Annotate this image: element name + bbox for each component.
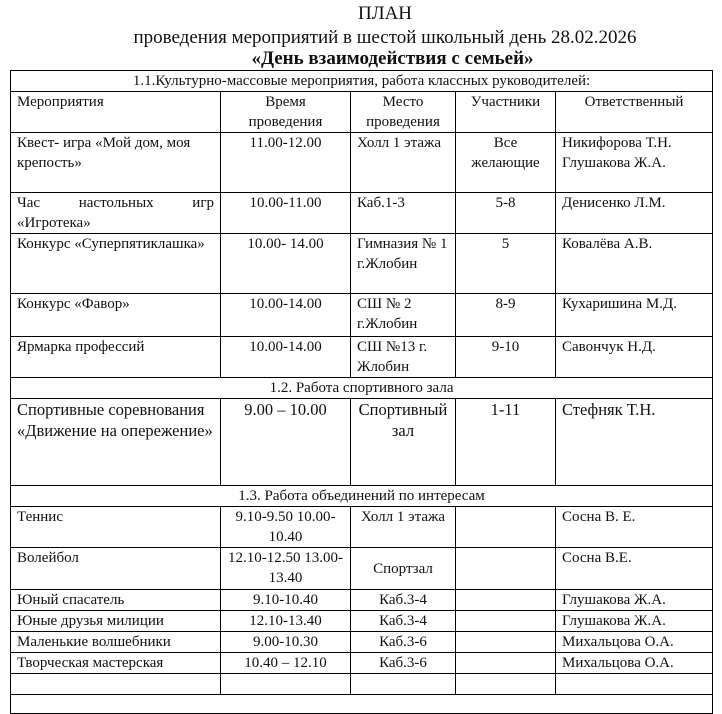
responsible-cell: Сосна В.Е.: [556, 548, 713, 590]
table-row: [11, 337, 713, 378]
responsible-cell: Кухаришина М.Д.: [556, 294, 713, 337]
time-cell: 10.00- 14.00: [221, 234, 351, 294]
table-row: [11, 548, 713, 590]
responsible-cell: Глушакова Ж.А.: [556, 611, 713, 632]
place-cell: Спортивный зал: [351, 399, 456, 486]
table-row: [11, 133, 713, 193]
event-cell: Теннис: [11, 507, 221, 548]
participants-cell: [456, 590, 556, 611]
participants-cell: [456, 653, 556, 674]
event-cell: Спортивные соревнования «Движение на опережение»: [11, 399, 221, 486]
participants-cell: 5: [456, 234, 556, 294]
place-cell: Каб.3-6: [351, 632, 456, 653]
place-cell: Холл 1 этажа: [351, 133, 456, 193]
participants-cell: [456, 632, 556, 653]
section-heading-row: [11, 71, 713, 92]
doc-subtitle: проведения мероприятий в шестой школьный день 28.02.2026: [133, 27, 637, 48]
section-heading: 1.1.Культурно-массовые мероприятия, работа классных руководителей:: [11, 71, 713, 92]
section-heading: 1.3. Работа объединений по интересам: [11, 486, 713, 507]
event-cell: Конкурс «Фавор»: [11, 294, 221, 337]
participants-cell: [456, 548, 556, 590]
event-cell: Юные друзья милиции: [11, 611, 221, 632]
participants-cell: [456, 611, 556, 632]
section-heading-row: [11, 378, 713, 399]
event-cell: Волейбол: [11, 548, 221, 590]
responsible-cell: Никифорова Т.Н. Глушакова Ж.А.: [556, 133, 713, 193]
column-header-row: [11, 92, 713, 133]
table-row: [11, 234, 713, 294]
responsible-cell: Михальцова О.А.: [556, 653, 713, 674]
time-cell: 11.00-12.00: [221, 133, 351, 193]
participants-cell: [456, 507, 556, 548]
column-header: Место проведения: [351, 92, 456, 133]
column-header: Ответственный: [556, 92, 713, 133]
time-cell: 10.00-11.00: [221, 193, 351, 234]
time-cell: 10.40 – 12.10: [221, 653, 351, 674]
responsible-cell: Савончук Н.Д.: [556, 337, 713, 378]
place-cell: СШ №13 г. Жлобин: [351, 337, 456, 378]
plan-table: [10, 70, 713, 714]
column-header: Время проведения: [221, 92, 351, 133]
participants-cell: 5-8: [456, 193, 556, 234]
table-row: [11, 590, 713, 611]
time-cell: 12.10-12.50 13.00-13.40: [221, 548, 351, 590]
doc-theme: «День взаимодействия с семьей»: [251, 48, 534, 69]
table-row: [11, 507, 713, 548]
responsible-cell: Стефняк Т.Н.: [556, 399, 713, 486]
participants-cell: 8-9: [456, 294, 556, 337]
participants-cell: 1-11: [456, 399, 556, 486]
event-cell: Юный спасатель: [11, 590, 221, 611]
responsible-cell: Ковалёва А.В.: [556, 234, 713, 294]
place-cell: Холл 1 этажа: [351, 507, 456, 548]
place-cell: Каб.1-3: [351, 193, 456, 234]
event-cell: Творческая мастерская: [11, 653, 221, 674]
event-cell: Час настольных игр «Игротека»: [11, 193, 221, 234]
responsible-cell: Денисенко Л.М.: [556, 193, 713, 234]
place-cell: Каб.3-4: [351, 611, 456, 632]
responsible-cell: Глушакова Ж.А.: [556, 590, 713, 611]
time-cell: 9.10-9.50 10.00-10.40: [221, 507, 351, 548]
table-row: [11, 294, 713, 337]
table-row: [11, 193, 713, 234]
event-cell: Маленькие волшебники: [11, 632, 221, 653]
event-cell: Квест- игра «Мой дом, моя крепость»: [11, 133, 221, 193]
empty-row: [11, 674, 713, 695]
table-row: [11, 653, 713, 674]
section-heading-row: [11, 486, 713, 507]
time-cell: 10.00-14.00: [221, 337, 351, 378]
event-cell: Ярмарка профессий: [11, 337, 221, 378]
column-header: Участники: [456, 92, 556, 133]
place-cell: Каб.3-4: [351, 590, 456, 611]
doc-title: ПЛАН: [357, 3, 413, 24]
time-cell: 9.10-10.40: [221, 590, 351, 611]
time-cell: 12.10-13.40: [221, 611, 351, 632]
table-row: [11, 611, 713, 632]
responsible-cell: Сосна В. Е.: [556, 507, 713, 548]
participants-cell: Все желающие: [456, 133, 556, 193]
column-header: Мероприятия: [11, 92, 221, 133]
table-row: [11, 399, 713, 486]
empty-row: [11, 695, 713, 714]
time-cell: 10.00-14.00: [221, 294, 351, 337]
participants-cell: 9-10: [456, 337, 556, 378]
time-cell: 9.00-10.30: [221, 632, 351, 653]
section-heading: 1.2. Работа спортивного зала: [11, 378, 713, 399]
event-cell: Конкурс «Суперпятиклашка»: [11, 234, 221, 294]
place-cell: Гимназия № 1 г.Жлобин: [351, 234, 456, 294]
place-cell: Каб.3-6: [351, 653, 456, 674]
responsible-cell: Михальцова О.А.: [556, 632, 713, 653]
place-cell: СШ № 2 г.Жлобин: [351, 294, 456, 337]
place-cell: Спортзал: [351, 548, 456, 590]
table-row: [11, 632, 713, 653]
time-cell: 9.00 – 10.00: [221, 399, 351, 486]
